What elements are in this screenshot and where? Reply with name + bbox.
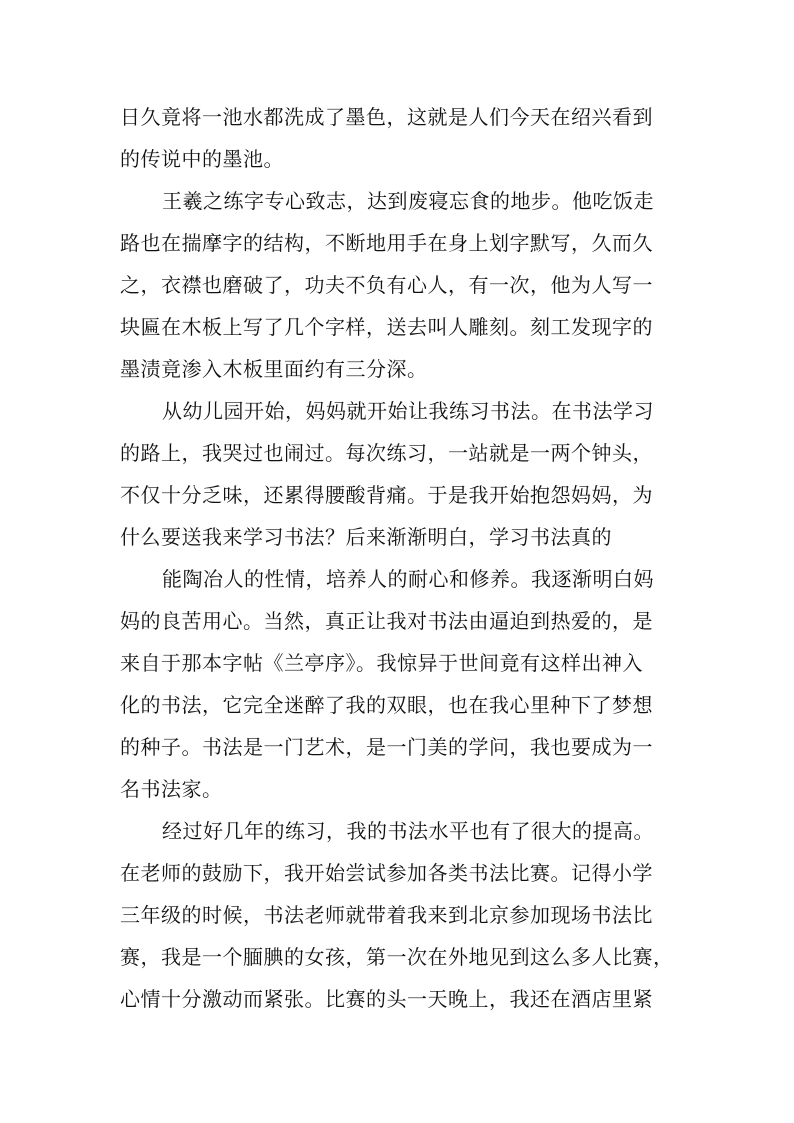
text-line: 赛，我是一个腼腆的女孩，第一次在外地见到这么多人比赛，: [120, 945, 674, 969]
text-line: 在老师的鼓励下，我开始尝试参加各类书法比赛。记得小学: [120, 861, 653, 885]
text-line: 化的书法，它完全迷醉了我的双眼，也在我心里种下了梦想: [120, 693, 653, 717]
text-line: 之，衣襟也磨破了，功夫不负有心人，有一次，他为人写一: [120, 273, 653, 297]
text-line: 的传说中的墨池。: [120, 147, 284, 171]
text-line: 的种子。书法是一门艺术，是一门美的学问，我也要成为一: [120, 735, 653, 759]
text-line: 墨渍竟渗入木板里面约有三分深。: [120, 357, 428, 381]
text-line: 王羲之练字专心致志，达到废寝忘食的地步。他吃饭走: [162, 189, 654, 213]
text-line: 心情十分激动而紧张。比赛的头一天晚上，我还在酒店里紧: [120, 987, 653, 1011]
text-line: 能陶冶人的性情，培养人的耐心和修养。我逐渐明白妈: [162, 567, 654, 591]
text-line: 路也在揣摩字的结构，不断地用手在身上划字默写，久而久: [120, 231, 653, 255]
text-line: 日久竟将一池水都洗成了墨色，这就是人们今天在绍兴看到: [120, 105, 653, 129]
text-line: 经过好几年的练习，我的书法水平也有了很大的提高。: [162, 819, 654, 843]
text-line: 来自于那本字帖《兰亭序》。我惊异于世间竟有这样出神入: [120, 651, 643, 675]
text-line: 不仅十分乏味，还累得腰酸背痛。于是我开始抱怨妈妈，为: [120, 483, 653, 507]
text-line: 妈的良苦用心。当然，真正让我对书法由逼迫到热爱的，是: [120, 609, 653, 633]
text-line: 从幼儿园开始，妈妈就开始让我练习书法。在书法学习: [162, 399, 654, 423]
text-line: 名书法家。: [120, 777, 223, 801]
text-line: 的路上，我哭过也闹过。每次练习，一站就是一两个钟头，: [120, 441, 653, 465]
text-line: 什么要送我来学习书法？后来渐渐明白，学习书法真的: [120, 525, 612, 549]
text-line: 块匾在木板上写了几个字样，送去叫人雕刻。刻工发现字的: [120, 315, 653, 339]
text-line: 三年级的时候，书法老师就带着我来到北京参加现场书法比: [120, 903, 653, 927]
